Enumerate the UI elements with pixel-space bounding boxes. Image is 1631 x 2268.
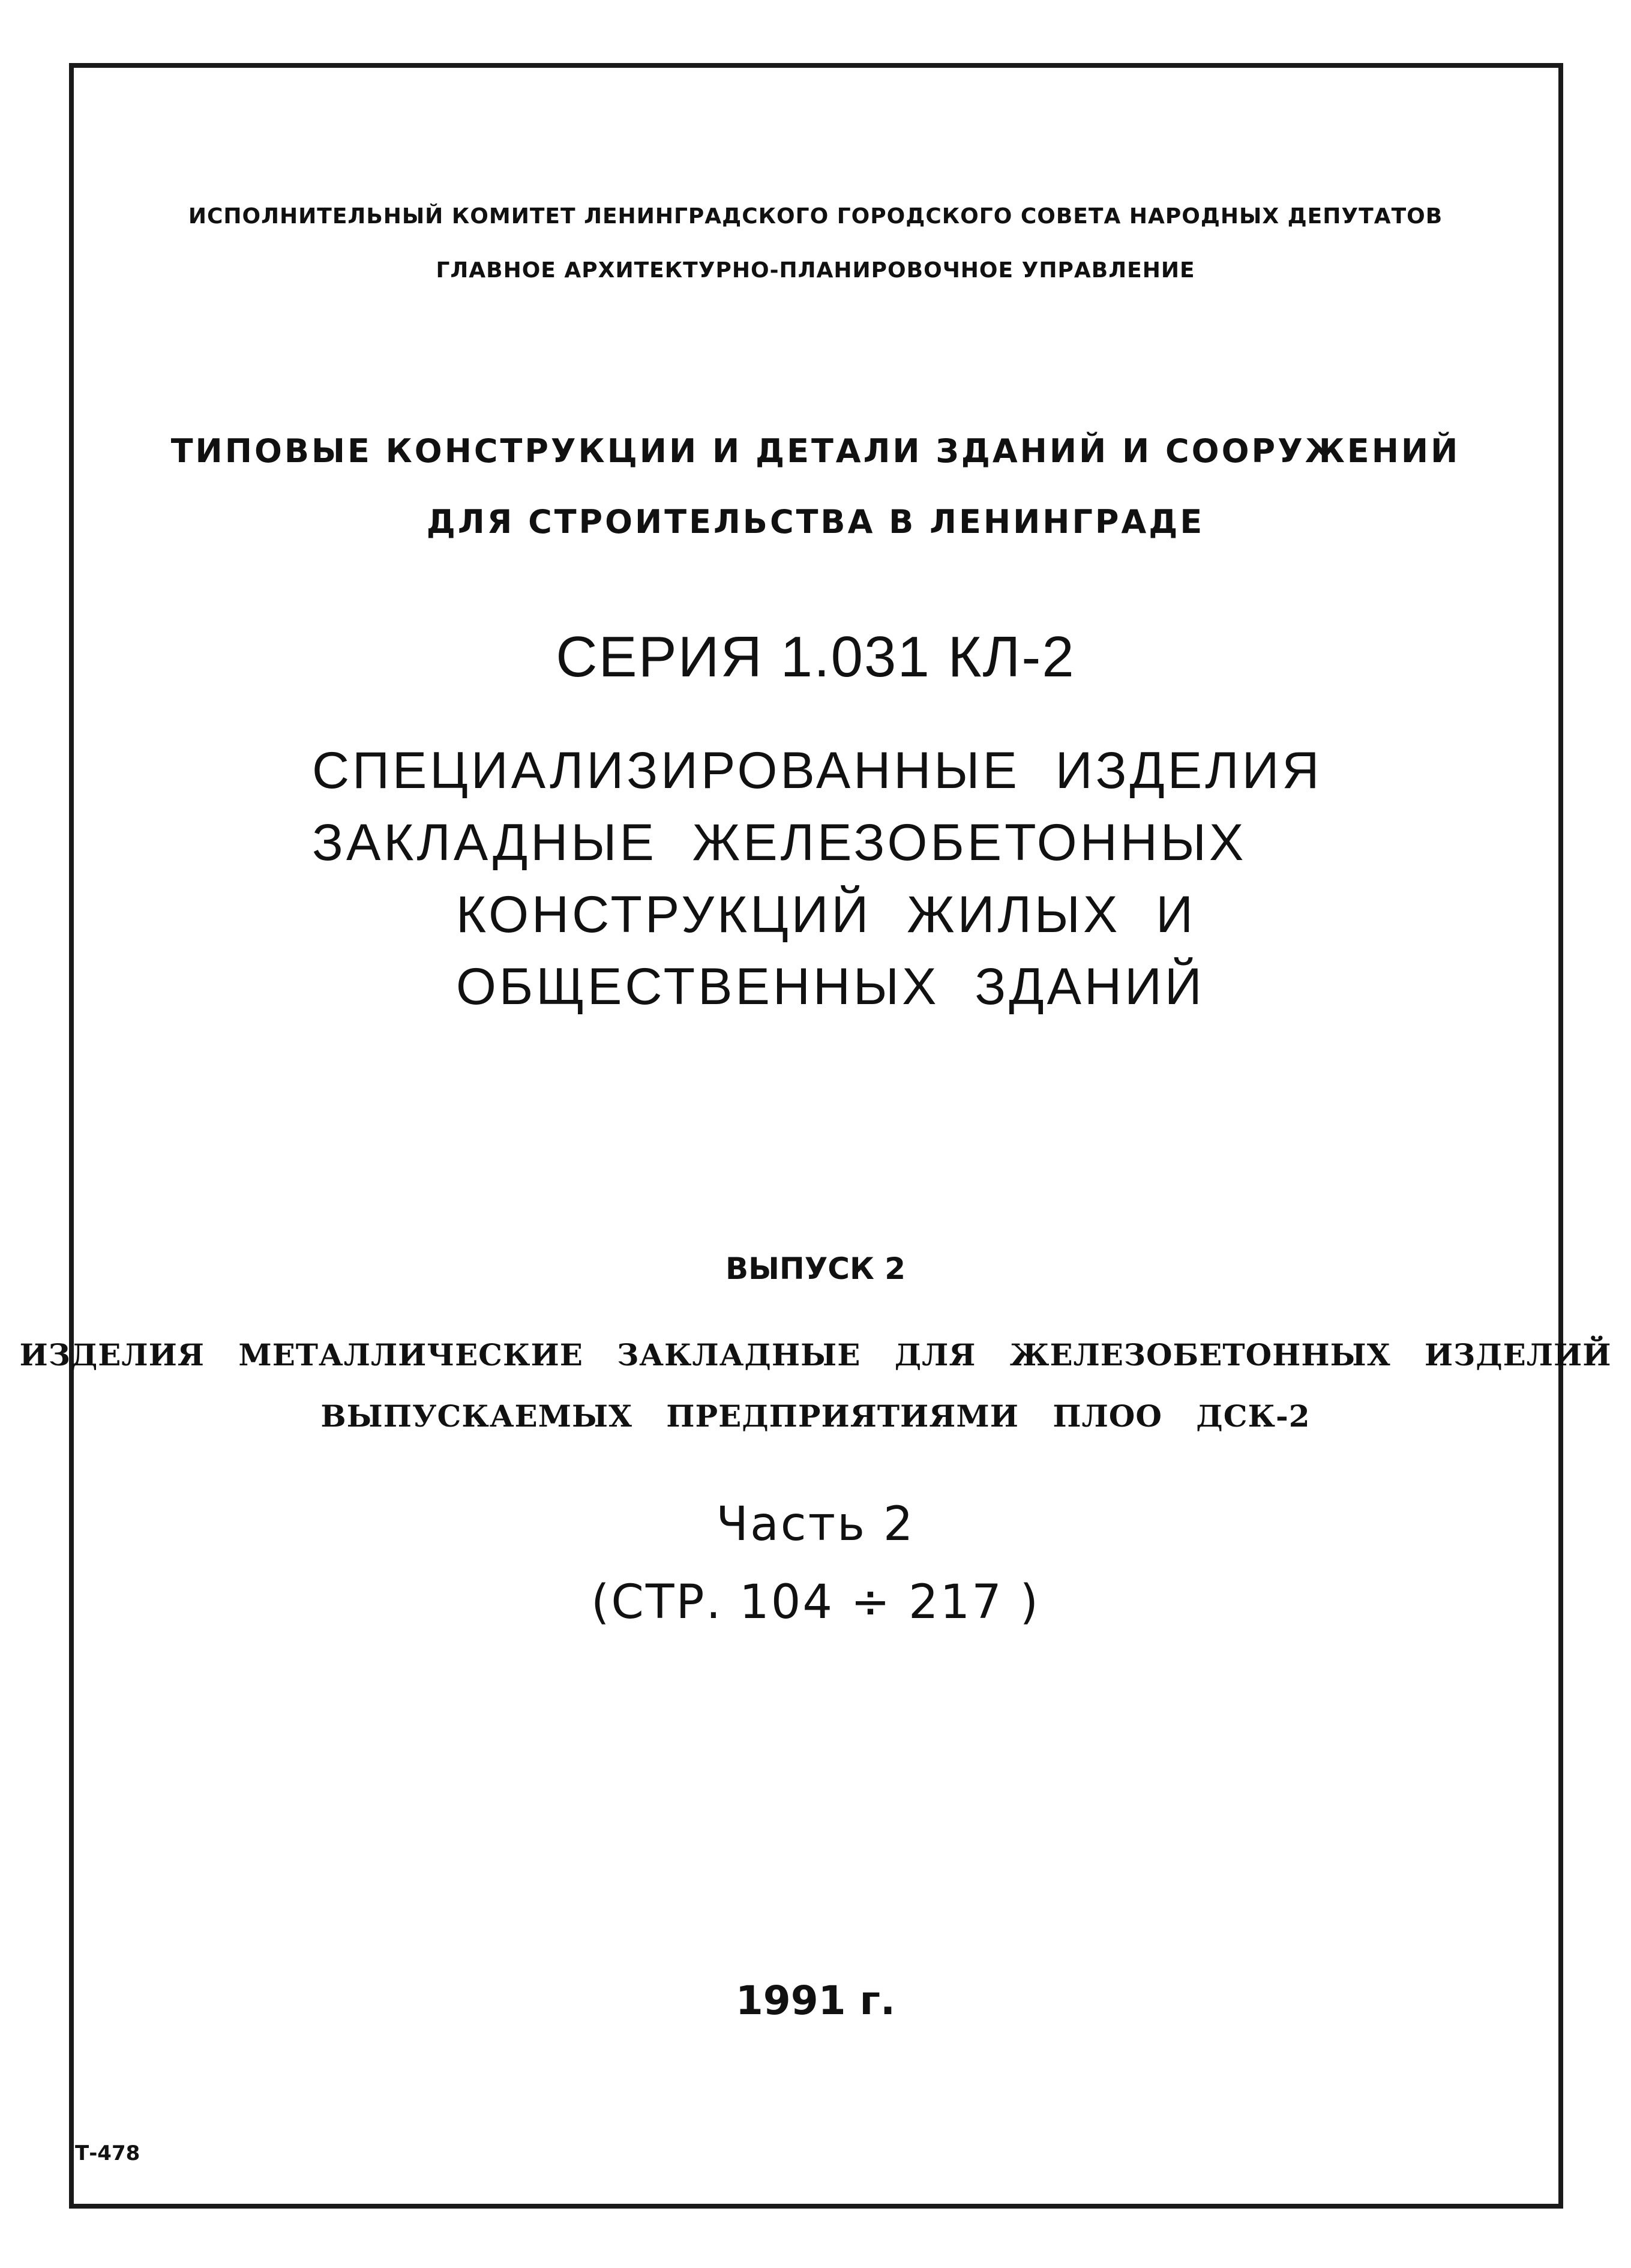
title-line-1: СПЕЦИАЛИЗИРОВАННЫЕ ИЗДЕЛИЯ	[312, 742, 1323, 799]
publication-year: 1991 г.	[735, 1978, 896, 2024]
part-pages: (СТР. 104 ÷ 217 )	[590, 1575, 1041, 1629]
title-line-4: ОБЩЕСТВЕННЫХ ЗДАНИЙ	[456, 958, 1205, 1015]
title-line-2: ЗАКЛАДНЫЕ ЖЕЛЕЗОБЕТОННЫХ	[312, 814, 1247, 871]
document-code: Т-478	[75, 2141, 140, 2165]
issue-desc-line-1: ИЗДЕЛИЯ МЕТАЛЛИЧЕСКИЕ ЗАКЛАДНЫЕ ДЛЯ ЖЕЛЕЗОБЕТОННЫХ ИЗДЕЛИЙ	[19, 1337, 1612, 1373]
page-frame	[69, 63, 1563, 2209]
typical-line-2: ДЛЯ СТРОИТЕЛЬСТВА В ЛЕНИНГРАДЕ	[426, 503, 1205, 541]
issue-desc-line-2: ВЫПУСКАЕМЫХ ПРЕДПРИЯТИЯМИ ПЛОО ДСК-2	[320, 1398, 1311, 1434]
issue-number: ВЫПУСК 2	[725, 1251, 906, 1286]
org-line-1: ИСПОЛНИТЕЛЬНЫЙ КОМИТЕТ ЛЕНИНГРАДСКОГО ГОРОДСКОГО СОВЕТА НАРОДНЫХ ДЕПУТАТОВ	[188, 204, 1443, 229]
series-title: СЕРИЯ 1.031 КЛ-2	[556, 625, 1075, 689]
typical-line-1: ТИПОВЫЕ КОНСТРУКЦИИ И ДЕТАЛИ ЗДАНИЙ И СООРУЖЕНИЙ	[170, 432, 1461, 470]
part-label: Часть 2	[716, 1497, 915, 1551]
org-line-2: ГЛАВНОЕ АРХИТЕКТУРНО-ПЛАНИРОВОЧНОЕ УПРАВЛЕНИЕ	[436, 258, 1195, 283]
title-line-3: КОНСТРУКЦИЙ ЖИЛЫХ И	[456, 886, 1197, 943]
